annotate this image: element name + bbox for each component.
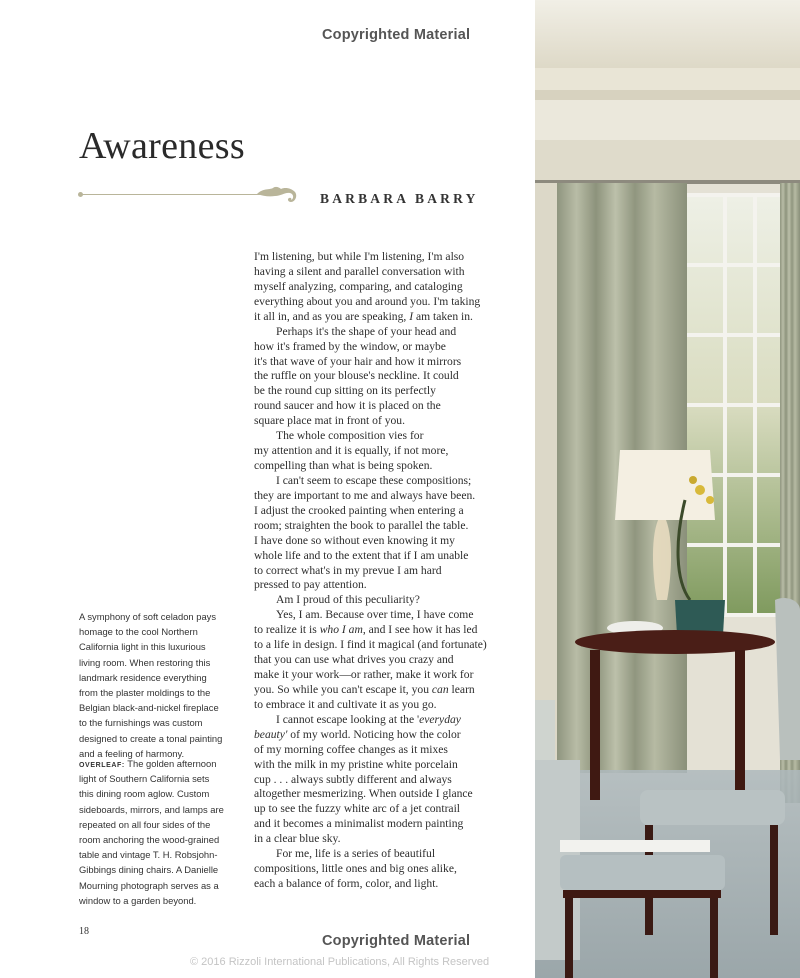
body-text-line xyxy=(254,727,461,742)
text-segment: myself analyzing, comparing, and cataloging xyxy=(254,279,463,293)
body-text-line xyxy=(254,518,468,533)
text-segment: I can't seem to escape these compositions; xyxy=(276,473,472,487)
body-text-line xyxy=(254,413,405,428)
text-segment: of my world. Noticing how the color xyxy=(287,727,461,741)
body-text-line xyxy=(254,339,446,354)
body-text-line xyxy=(276,592,420,607)
text-segment: to embrace it and cultivate it as you go. xyxy=(254,697,437,711)
text-segment: with the milk in my pristine white porcelain xyxy=(254,757,458,771)
text-segment: Perhaps it's the shape of your head and xyxy=(276,324,457,338)
italic-text: beauty' xyxy=(254,727,288,741)
caption-line: A symphony of soft celadon pays xyxy=(79,611,217,622)
scroll-ornament-icon xyxy=(255,184,299,208)
text-segment: to a life in design. I find it magical (and fortunate) xyxy=(254,638,487,652)
text-segment: my attention and it is equally, if not more, xyxy=(254,444,449,458)
body-text-line xyxy=(276,324,456,339)
body-text-line xyxy=(276,428,423,443)
text-segment: they are important to me and always have been. xyxy=(254,488,476,502)
text-segment: Yes, I am. Because over time, I have come xyxy=(276,608,474,622)
caption-line: window to a garden beyond. xyxy=(79,894,197,906)
body-text-line xyxy=(254,533,455,548)
caption-line: room anchoring the wood-grained xyxy=(79,834,220,845)
body-text-line xyxy=(254,458,432,473)
text-segment: Am I proud of this peculiarity? xyxy=(276,593,420,607)
body-text-line xyxy=(276,473,471,488)
living-room-photo xyxy=(535,0,800,978)
text-segment: each a balance of form, color, and light. xyxy=(254,877,439,891)
caption-line: light of Southern California sets xyxy=(79,773,210,785)
body-text-line xyxy=(254,577,367,592)
page-number: 18 xyxy=(79,926,89,937)
body-text-line xyxy=(254,368,459,383)
body-text-line xyxy=(254,383,436,398)
text-segment: cup . . . always subtly different and always xyxy=(254,772,452,786)
text-segment: be the round cup sitting on its perfectly xyxy=(254,384,436,398)
body-text-line xyxy=(254,622,477,637)
caption-line: landmark residence everything xyxy=(79,671,207,683)
text-segment: room; straighten the book to parallel the table. xyxy=(254,518,469,532)
body-text-line xyxy=(254,249,464,264)
living-room-illustration xyxy=(535,0,800,978)
caption-line: this dining room aglow. Custom xyxy=(79,788,210,800)
caption-line: Gibbings dining chairs. A Danielle xyxy=(79,864,219,876)
text-segment: square place mat in front of you. xyxy=(254,414,405,428)
text-segment: in a clear blue sky. xyxy=(254,832,341,846)
text-segment: how it's framed by the window, or maybe xyxy=(254,339,446,353)
caption-text: The golden afternoon xyxy=(124,758,217,769)
body-text-line xyxy=(254,637,487,652)
body-text-line xyxy=(254,264,465,279)
body-text-line xyxy=(254,294,480,309)
body-text-line xyxy=(276,607,473,622)
text-segment: to realize it is xyxy=(254,623,320,637)
text-segment: you. So while you can't escape it, you xyxy=(254,682,432,696)
italic-text: everyday xyxy=(419,712,461,726)
text-segment: The whole composition vies for xyxy=(276,429,424,443)
text-segment: I have done so without even knowing it my xyxy=(254,533,455,547)
text-segment: compositions, little ones and big ones alike, xyxy=(254,862,457,876)
caption-line: California light in this luxurious xyxy=(79,641,206,653)
body-text-line xyxy=(254,503,464,518)
text-segment: that you can use what drives you crazy and xyxy=(254,653,454,667)
text-segment: I cannot escape looking at the ' xyxy=(276,712,420,726)
body-text-line xyxy=(254,548,468,563)
caption-line: Mourning photograph serves as a xyxy=(79,879,219,891)
caption-line: sideboards, mirrors, and lamps are xyxy=(79,803,224,815)
caption-line: table and vintage T. H. Robsjohn- xyxy=(79,849,218,861)
caption-line: from the plaster moldings to the xyxy=(79,687,211,698)
text-segment: of my morning coffee changes as it mixes xyxy=(254,742,448,756)
decorative-rule xyxy=(80,194,260,195)
text-segment: For me, life is a series of beautiful xyxy=(276,847,436,861)
caption-line: designed to create a tonal painting xyxy=(79,732,223,744)
body-text-line xyxy=(254,309,473,324)
body-text-line xyxy=(276,846,435,861)
copyright-watermark-bottom: Copyrighted Material xyxy=(322,933,471,949)
text-segment: am taken in. xyxy=(413,309,473,323)
body-text-line xyxy=(254,279,463,294)
caption-line: repeated on all four sides of the xyxy=(79,818,211,830)
body-text-line xyxy=(254,801,460,816)
text-segment: I'm listening, but while I'm listening, I'm also xyxy=(254,250,465,263)
body-text-line xyxy=(254,757,458,772)
chapter-title: Awareness xyxy=(79,125,245,167)
text-segment: to correct what's in my prevue I am hard xyxy=(254,563,442,577)
body-text-line xyxy=(254,682,475,697)
body-text-line xyxy=(254,742,448,757)
caption-line: living room. When restoring this xyxy=(79,656,211,668)
body-text-line xyxy=(254,652,454,667)
body-text-line xyxy=(254,667,473,682)
caption-line: Belgian black-and-nickel fireplace xyxy=(79,702,219,714)
text-segment: compelling than what is being spoken. xyxy=(254,459,433,473)
italic-text: can xyxy=(431,682,449,696)
copyright-notice: © 2016 Rizzoli International Publications, All Rights Reserved xyxy=(190,956,490,968)
body-text-line xyxy=(254,443,448,458)
text-segment: up to see the fuzzy white arc of a jet contrail xyxy=(254,802,461,816)
caption-line: to the furnishings was custom xyxy=(79,717,203,729)
text-segment: round saucer and how it is placed on the xyxy=(254,399,441,413)
text-segment: and it becomes a minimalist modern painting xyxy=(254,817,464,831)
body-text-line xyxy=(254,488,475,503)
text-segment: learn xyxy=(448,682,475,696)
italic-text: who I am xyxy=(319,623,363,637)
body-text-line xyxy=(254,786,473,801)
text-segment: the ruffle on your blouse's neckline. It could xyxy=(254,369,459,383)
author-name: BARBARA BARRY xyxy=(320,191,479,206)
body-text-line xyxy=(254,697,437,712)
text-segment: everything about you and around you. I'm taking xyxy=(254,294,481,308)
text-segment: I adjust the crooked painting when entering a xyxy=(254,503,464,517)
body-text-line xyxy=(254,861,457,876)
body-text-line xyxy=(254,354,461,369)
text-segment: it all in, and as you are speaking, xyxy=(254,309,410,323)
italic-text: I xyxy=(409,309,414,323)
body-text-line xyxy=(254,772,452,787)
overleaf-label: OVERLEAF: xyxy=(79,762,125,769)
caption-line: homage to the cool Northern xyxy=(79,626,198,638)
text-segment: altogether mesmerizing. When outside I glance xyxy=(254,787,473,801)
text-segment: pressed to pay attention. xyxy=(254,578,367,592)
body-text-line xyxy=(276,712,461,727)
text-segment: , and I see how it has led xyxy=(362,623,478,637)
text-segment: it's that wave of your hair and how it mirrors xyxy=(254,354,462,368)
text-segment: make it your work—or rather, make it work for xyxy=(254,668,474,682)
body-text-line xyxy=(254,831,341,846)
body-text-line xyxy=(254,398,441,413)
copyright-watermark-top: Copyrighted Material xyxy=(322,27,471,43)
body-text-line xyxy=(254,816,463,831)
text-segment: whole life and to the extent that if I am unable xyxy=(254,548,469,562)
body-text-line xyxy=(254,563,442,578)
text-segment: having a silent and parallel conversation with xyxy=(254,264,465,278)
caption-line: and a feeling of harmony. xyxy=(79,747,185,759)
body-text-line xyxy=(254,876,438,891)
